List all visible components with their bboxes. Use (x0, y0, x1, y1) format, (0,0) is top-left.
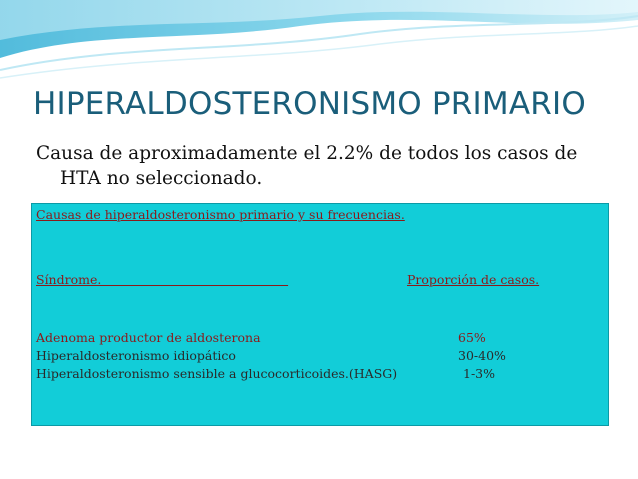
slide-title: HIPERALDOSTERONISMO PRIMARIO (33, 86, 586, 122)
row-cause: Hiperaldosteronismo idiopático (36, 348, 236, 363)
decorative-wave-header (0, 0, 638, 80)
row-percent: 65% (458, 330, 486, 345)
row-percent: 1-3% (463, 366, 496, 381)
column-header-proportion: Proporción de casos. (407, 272, 540, 287)
row-percent: 30-40% (458, 348, 506, 363)
row-cause: Adenoma productor de aldosterona (36, 330, 261, 345)
causes-table-box (31, 203, 609, 426)
table-row (36, 330, 606, 350)
column-header-syndrome: Síndrome. (36, 272, 289, 287)
table-caption: Causas de hiperaldosteronismo primario y su frecuencias. (36, 207, 405, 222)
table-row (36, 348, 606, 368)
subtitle-line-1: Causa de aproximadamente el 2.2% de todos los casos de (36, 143, 578, 164)
subtitle-line-2: HTA no seleccionado. (60, 168, 263, 189)
row-cause: Hiperaldosteronismo sensible a glucocorticoides.(HASG) (36, 366, 398, 381)
slide-subtitle (36, 141, 616, 191)
table-row (36, 366, 606, 386)
